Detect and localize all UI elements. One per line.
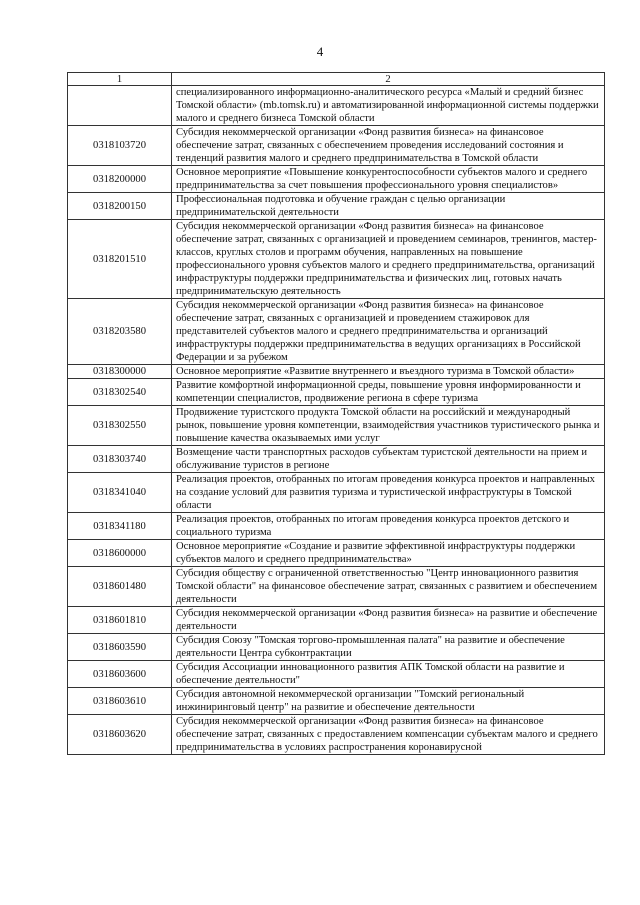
budget-code-cell: 0318302540 — [68, 379, 172, 406]
table-row — [68, 379, 605, 406]
budget-code-cell: 0318200000 — [68, 166, 172, 193]
table-row — [68, 406, 605, 446]
description-cell: Реализация проектов, отобранных по итогам проведения конкурса проектов детского и социального туризма — [172, 513, 605, 540]
description-cell: Основное мероприятие «Создание и развитие эффективной инфраструктуры поддержки субъектов малого и среднего предпринимательства» — [172, 540, 605, 567]
table-header-row — [68, 73, 605, 86]
budget-code-cell: 0318103720 — [68, 126, 172, 166]
description-cell: Субсидия обществу с ограниченной ответственностью "Центр инновационного развития Томской области" на финансовое обеспечение затрат, связанных с развитием и обеспечением деятельности — [172, 567, 605, 607]
table-row — [68, 126, 605, 166]
table-row — [68, 86, 605, 126]
description-cell: Субсидия некоммерческой организации «Фонд развития бизнеса» на финансовое обеспечение затрат, связанных с предоставлением компенсации субъектам малого и среднего предпринимательства в условиях распространения коронавирусной — [172, 715, 605, 755]
table-row — [68, 513, 605, 540]
column-header-code: 1 — [68, 73, 172, 86]
description-cell: Субсидия некоммерческой организации «Фонд развития бизнеса» на финансовое обеспечение затрат, связанных с обеспечением проведения исследований состояния и тенденций развития малого и среднего предпринимательства в Томской области — [172, 126, 605, 166]
description-cell: Развитие комфортной информационной среды, повышение уровня информированности и компетенции специалистов, продвижение региона в сфере туризма — [172, 379, 605, 406]
table-row — [68, 299, 605, 365]
description-cell: Субсидия некоммерческой организации «Фонд развития бизнеса» на финансовое обеспечение затрат, связанных с организацией и проведением стажировок для представителей субъектов малого и среднего предпринимательства и организаций инфраструктуры поддержки предпринимательства в ведущих организациях в Российской Федерации и за рубежом — [172, 299, 605, 365]
table-row — [68, 715, 605, 755]
table-row — [68, 607, 605, 634]
description-cell: Субсидия Ассоциации инновационного развития АПК Томской области на развитие и обеспечение деятельности" — [172, 661, 605, 688]
budget-code-cell: 0318603590 — [68, 634, 172, 661]
budget-code-cell: 0318603600 — [68, 661, 172, 688]
budget-code-cell: 0318601480 — [68, 567, 172, 607]
budget-code-cell: 0318603610 — [68, 688, 172, 715]
budget-code-cell: 0318302550 — [68, 406, 172, 446]
budget-code-cell: 0318201510 — [68, 220, 172, 299]
table-row — [68, 365, 605, 379]
description-cell: Субсидия некоммерческой организации «Фонд развития бизнеса» на развитие и обеспечение деятельности — [172, 607, 605, 634]
table-row — [68, 220, 605, 299]
description-cell: специализированного информационно-аналитического ресурса «Малый и средний бизнес Томской области» (mb.tomsk.ru) и автоматизированной информационной системы поддержки малого и среднего бизнеса Томской области — [172, 86, 605, 126]
table-row — [68, 540, 605, 567]
description-cell: Субсидия некоммерческой организации «Фонд развития бизнеса» на финансовое обеспечение затрат, связанных с организацией и проведением семинаров, тренингов, мастер-классов, круглых столов и программ обучения, направленных на повышение профессионального уровня субъектов малого и среднего предпринимательства, организаций инфраструктуры поддержки предпринимательства и физических лиц, готовых начать предпринимательскую деятельность — [172, 220, 605, 299]
budget-code-cell — [68, 86, 172, 126]
page-number: 4 — [316, 44, 324, 59]
budget-code-cell: 0318200150 — [68, 193, 172, 220]
description-cell: Профессиональная подготовка и обучение граждан с целью организации предпринимательской деятельности — [172, 193, 605, 220]
budget-code-cell: 0318341040 — [68, 473, 172, 513]
budget-code-cell: 0318203580 — [68, 299, 172, 365]
budget-code-cell: 0318601810 — [68, 607, 172, 634]
table-row — [68, 473, 605, 513]
budget-code-cell: 0318341180 — [68, 513, 172, 540]
table-row — [68, 166, 605, 193]
description-cell: Основное мероприятие «Развитие внутреннего и въездного туризма в Томской области» — [172, 365, 605, 379]
table-body — [68, 86, 605, 755]
table-row — [68, 446, 605, 473]
description-cell: Продвижение туристского продукта Томской области на российский и международный рынок, повышение уровня компетенции, взаимодействия участников туристического рынка и повышение качества оказываемых ими услуг — [172, 406, 605, 446]
table-row — [68, 193, 605, 220]
table-row — [68, 661, 605, 688]
table-row — [68, 634, 605, 661]
description-cell: Субсидия автономной некоммерческой организации "Томский региональный инжиниринговый центр" на развитие и обеспечение деятельности — [172, 688, 605, 715]
description-cell: Основное мероприятие «Повышение конкурентоспособности субъектов малого и среднего предпринимательства за счет повышения профессионального уровня специалистов» — [172, 166, 605, 193]
table-row — [68, 567, 605, 607]
budget-code-cell: 0318600000 — [68, 540, 172, 567]
table-row — [68, 688, 605, 715]
budget-classification-table — [67, 72, 605, 755]
budget-code-cell: 0318300000 — [68, 365, 172, 379]
budget-code-cell: 0318303740 — [68, 446, 172, 473]
description-cell: Возмещение части транспортных расходов субъектам туристской деятельности на прием и обслуживание туристов в регионе — [172, 446, 605, 473]
budget-code-cell: 0318603620 — [68, 715, 172, 755]
column-header-description: 2 — [172, 73, 605, 86]
description-cell: Реализация проектов, отобранных по итогам проведения конкурса проектов и направленных на создание условий для развития туризма и туристической инфраструктуры в Томской области — [172, 473, 605, 513]
description-cell: Субсидия Союзу "Томская торгово-промышленная палата" на развитие и обеспечение деятельности Центра субконтрактации — [172, 634, 605, 661]
